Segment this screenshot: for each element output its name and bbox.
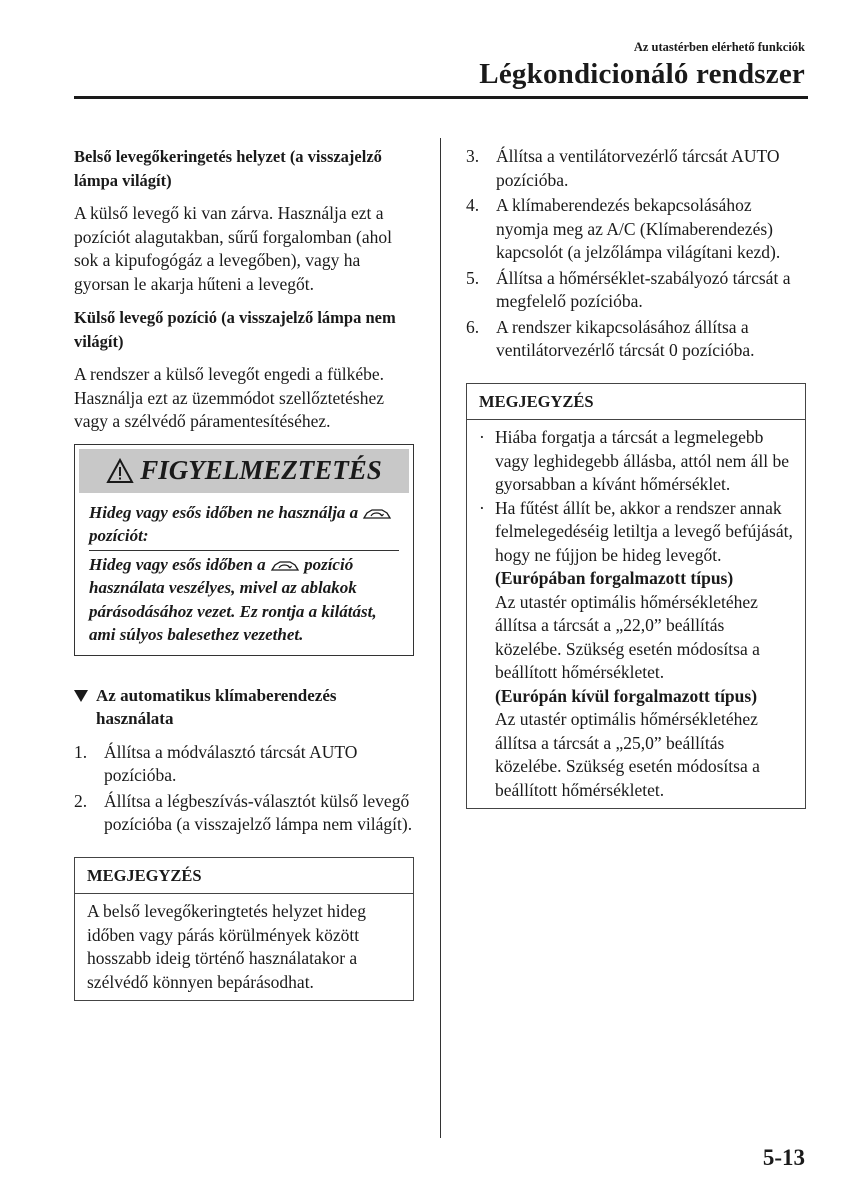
step-number: 3. [466, 146, 480, 166]
header-rule [74, 96, 808, 99]
right-column [466, 145, 808, 809]
step-number: 1. [74, 741, 88, 762]
warning-box [74, 444, 414, 656]
left-steps-list [74, 741, 414, 837]
step-text: Állítsa a hőmérséklet-szabályozó tárcsát a megfelelő pozícióba. [496, 267, 791, 311]
note-bullet [479, 426, 793, 497]
warning-title: FIGYELMEZTETÉS [140, 454, 382, 485]
recirculation-text: A külső levegő ki van zárva. Használja ezt a pozíciót alagutakban, sűrű forgalomban (ahol sok a kipufogógáz a levegőben), vagy ha gyorsan le akarja hűteni a levegőt. [74, 203, 392, 294]
section-heading [74, 684, 414, 731]
non-eu-type-text: Az utastér optimális hőmérsékletéhez állítsa a tárcsát a „25,0” beállítás közelébe. Szükség esetén módosítsa a beállított hőmérsékletet. [495, 709, 760, 800]
warning-header [79, 449, 409, 493]
section-title: Az automatikus klímaberendezés használata [96, 685, 337, 728]
bullet-dot: · [479, 427, 485, 447]
page-title: Légkondicionáló rendszer [479, 58, 805, 90]
list-item [466, 316, 808, 363]
note-title: MEGJEGYZÉS [75, 858, 413, 895]
note-box-left [74, 857, 414, 1002]
page-number: 5-13 [762, 1145, 805, 1170]
note-bullet-text: Ha fűtést állít be, akkor a rendszer annak felmelegedéséig letiltja a levegő befújását, hogy ne fújjon be hideg levegőt. [495, 497, 793, 565]
list-item [74, 741, 414, 788]
warning-line1a: Hideg vagy esős időben ne használja a [89, 502, 359, 522]
right-steps-list [466, 145, 808, 363]
eu-type-heading: (Európában forgalmazott típus) [495, 568, 734, 588]
note-content [467, 420, 805, 808]
section-marker-icon [74, 684, 96, 731]
header-section-label: Az utastérben elérhető funkciók [633, 40, 805, 54]
step-number: 4. [466, 195, 480, 215]
note-text: A belső levegőkeringtetés helyzet hideg időben vagy párás körülmények között hosszabb ideig történő használatakor a szélvédő könnyen bepárásodhat. [87, 901, 366, 992]
recirculation-heading: Belső levegőkeringetés helyzet (a visszajelző lámpa világít) [74, 147, 382, 190]
bullet-dot: · [479, 497, 485, 518]
step-number: 6. [466, 316, 480, 337]
recirculation-car-icon [270, 559, 300, 573]
list-item [466, 145, 808, 192]
warning-first-line [89, 501, 399, 551]
step-text: A rendszer kikapcsolásához állítsa a ventilátorvezérlő tárcsát 0 pozícióba. [496, 316, 755, 360]
step-number: 5. [466, 267, 480, 288]
column-divider [440, 138, 441, 1138]
fresh-air-heading: Külső levegő pozíció (a visszajelző lámpa nem világít) [74, 308, 396, 351]
list-item [466, 267, 808, 314]
left-column [74, 145, 414, 1001]
note-title: MEGJEGYZÉS [467, 384, 805, 421]
note-bullet-text: Hiába forgatja a tárcsát a legmelegebb vagy leghidegebb állásba, attól nem áll be gyorsabban a kívánt hőmérséklet. [495, 427, 789, 494]
recirculation-car-icon [362, 507, 392, 521]
list-item [466, 194, 808, 265]
step-text: Állítsa a ventilátorvezérlő tárcsát AUTO pozícióba. [496, 146, 780, 190]
warning-line1b: pozíciót: [89, 526, 149, 545]
step-text: A klímaberendezés bekapcsolásához nyomja meg az A/C (Klímaberendezés) kapcsolót (a jelzőlámpa világítani kezd). [496, 195, 781, 262]
fresh-air-text: A rendszer a külső levegőt engedi a fülkébe. Használja ezt az üzemmódot szellőztetéshez vagy a szélvédő páramentesítéséhez. [74, 364, 385, 431]
note-bullet [479, 497, 793, 568]
warning-second-line [89, 553, 399, 647]
eu-type-text: Az utastér optimális hőmérsékletéhez állítsa a tárcsát a „22,0” beállítás közelébe. Szükség esetén módosítsa a beállított hőmérsékletet. [495, 591, 760, 682]
list-item [74, 790, 414, 837]
step-number: 2. [74, 790, 88, 811]
step-text: Állítsa a légbeszívás-választót külső levegő pozícióba (a visszajelző lámpa nem világít). [104, 790, 413, 834]
warning-line2b: pozíció használata veszélyes, mivel az ablakok párásodásához vezet. Ez rontja a kilátást, ami súlyos balesethez vezethet. [89, 554, 377, 644]
warning-triangle-icon [106, 458, 134, 484]
warning-body [75, 497, 413, 655]
warning-line2a: Hideg vagy esős időben a [89, 554, 266, 574]
note-box-right [466, 383, 806, 810]
step-text: Állítsa a módválasztó tárcsát AUTO pozícióba. [104, 741, 358, 785]
non-eu-type-heading: (Európán kívül forgalmazott típus) [495, 685, 758, 706]
